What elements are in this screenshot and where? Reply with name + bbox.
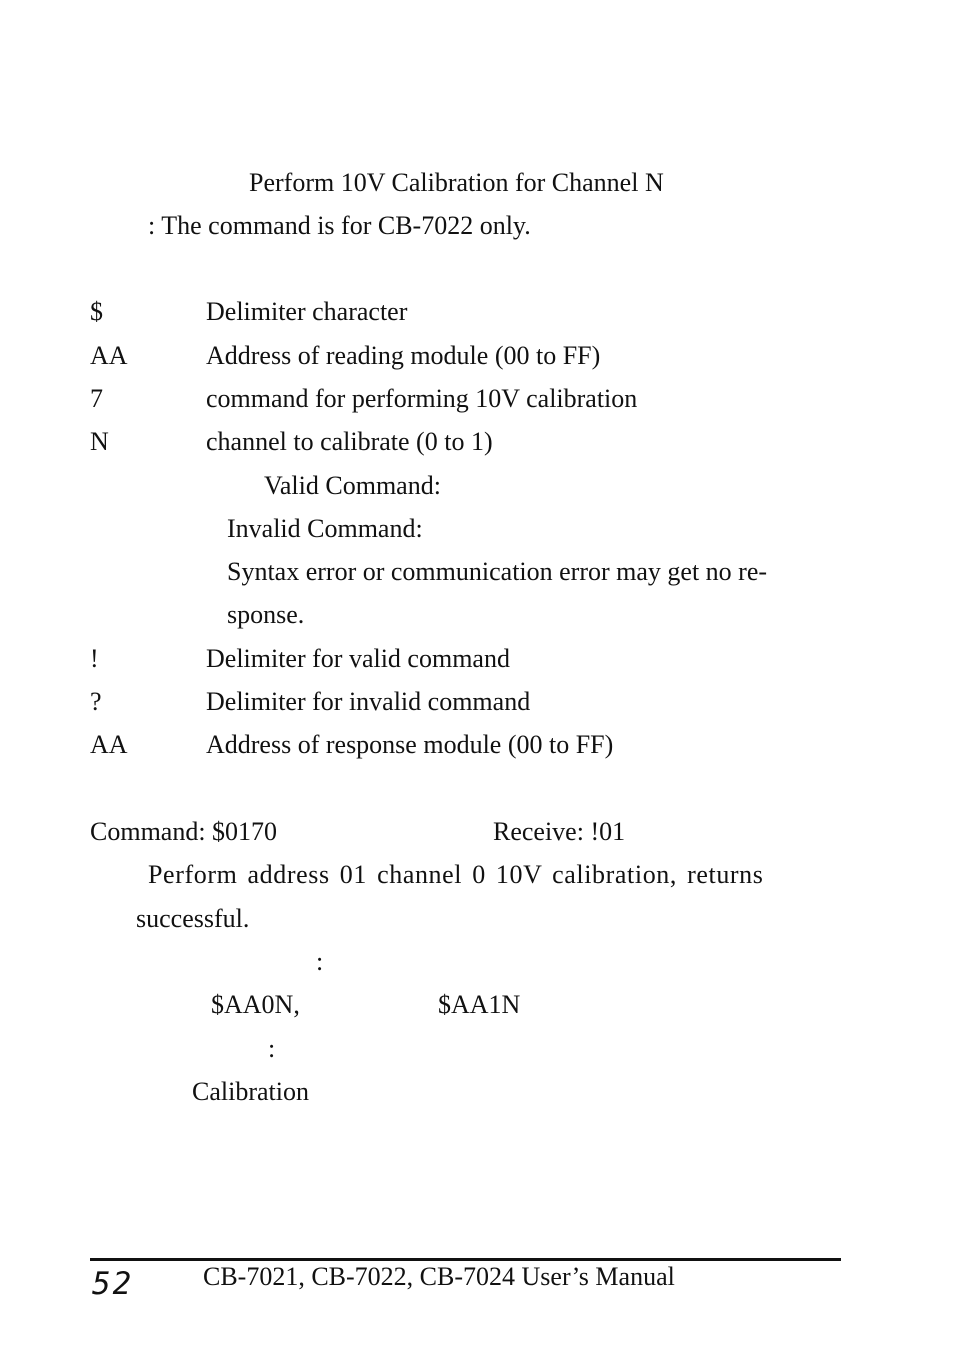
param-description: Address of reading module (00 to FF): [206, 341, 601, 370]
related-topic: Calibration: [192, 1077, 309, 1106]
invalid-command-label: Invalid Command:: [227, 514, 423, 543]
related-command: $AA0N,: [211, 990, 300, 1019]
param-symbol: 7: [90, 384, 103, 413]
error-note-line: Syntax error or communication error may get no re-: [227, 557, 768, 586]
valid-command-label: Valid Command:: [264, 471, 441, 500]
manual-title: CB-7021, CB-7022, CB-7024 User’s Manual: [203, 1262, 675, 1291]
page-number: 52: [92, 1266, 134, 1302]
param-description: command for performing 10V calibration: [206, 384, 638, 413]
footer-rule: [90, 1258, 841, 1261]
param-description: Delimiter for invalid command: [206, 687, 531, 716]
example-explanation: Perform address 01 channel 0 10V calibration, returns: [148, 860, 764, 889]
related-command: $AA1N: [438, 990, 521, 1019]
section-title: Perform 10V Calibration for Channel N: [249, 168, 664, 197]
related-commands-colon: :: [316, 947, 324, 976]
param-description: Address of response module (00 to FF): [206, 730, 614, 759]
param-symbol: $: [90, 297, 103, 326]
param-symbol: N: [90, 427, 109, 456]
param-symbol: AA: [90, 730, 128, 759]
param-description: Delimiter character: [206, 297, 408, 326]
example-explanation: successful.: [136, 904, 250, 933]
related-topics-colon: :: [268, 1034, 276, 1063]
param-symbol: AA: [90, 341, 128, 370]
param-description: Delimiter for valid command: [206, 644, 510, 673]
param-symbol: ?: [90, 687, 102, 716]
example-receive: Receive: !01: [493, 817, 626, 846]
param-symbol: !: [90, 644, 99, 673]
error-note-line: sponse.: [227, 600, 305, 629]
example-command: Command: $0170: [90, 817, 278, 846]
command-note: : The command is for CB-7022 only.: [148, 211, 531, 240]
param-description: channel to calibrate (0 to 1): [206, 427, 493, 456]
